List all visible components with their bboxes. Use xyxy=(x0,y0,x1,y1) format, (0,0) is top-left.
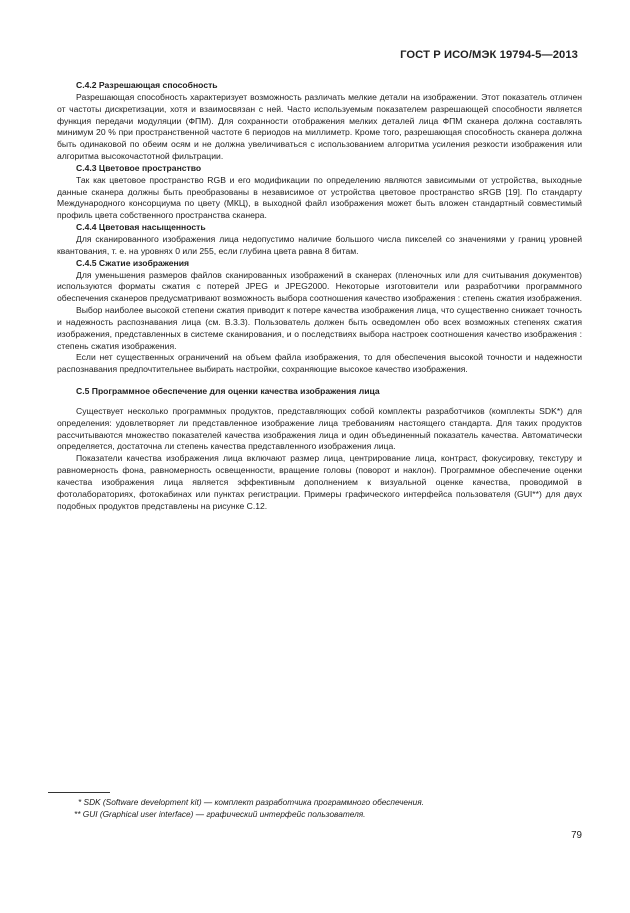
footnotes xyxy=(48,796,582,820)
section-heading-c45: С.4.5 Сжатие изображения xyxy=(76,257,190,268)
paragraph: Разрешающая способность характеризует возможность различать мелкие детали на изображении. Этот показатель отличен от частоты дискретизации, хотя и взаимосвязан с ней. Часто используемым показателем разрешающей способности является функция передачи модуляции (ФПМ). Для сохранности отображения мелких деталей лица ФПМ сканера должна составлять минимум 20 % при пространственной частоте 6 периодов на миллиметр. Кроме того, разрешающая способность сканера должна быть одинаковой по обеим осям и не должна увеличиваться с использованием алгоритма усиления резкости изображения или алгоритма высокочастотной фильтрации. xyxy=(57,91,582,162)
page-number: 79 xyxy=(571,830,582,841)
paragraph: Так как цветовое пространство RGB и его модификации по определению являются зависимыми от устройства, выходные данные сканера должны быть преобразованы в независимое от устройства цветовое пространство sRGB [19]. По стандарту Международного консорциума по цвету (МКЦ), в выходной файл изображения может быть вложен стандартный совместимый профиль цвета собственного пространства сканера. xyxy=(57,174,582,221)
section-heading-c42: С.4.2 Разрешающая способность xyxy=(76,80,218,90)
footnote-divider xyxy=(48,792,110,793)
standard-header: ГОСТ Р ИСО/МЭК 19794-5—2013 xyxy=(400,49,578,61)
paragraph: Если нет существенных ограничений на объем файла изображения, то для обеспечения высокой точности и надежности распознавания предпочтительнее выбирать настройки, сохраняющие высокое качество изображения. xyxy=(57,352,582,375)
footnote-sdk: * SDK (Software development kit) — комплект разработчика программного обеспечения. xyxy=(78,797,424,807)
paragraph: Показатели качества изображения лица включают размер лица, центрирование лица, контраст, фокусировку, текстуру и равномерность фона, равномерность освещенности, вращение головы (поворот и наклон). Программное обеспечение оценки качества изображения лица является эффективным дополнением к визуальной оценке качества, проводимой в фотолабораториях, фотокабинах или пунктах регистрации. Примеры графического интерфейса пользователя (GUI**) для двух подобных продуктов представлены на рисунке С.12. xyxy=(57,453,582,511)
footnote-gui: ** GUI (Graphical user interface) — графический интерфейс пользователя. xyxy=(74,809,366,820)
section-heading-c43: С.4.3 Цветовое пространство xyxy=(76,162,202,173)
section-heading-c44: С.4.4 Цветовая насыщенность xyxy=(76,222,206,233)
section-heading-c5: С.5 Программное обеспечение для оценки качества изображения лица xyxy=(76,386,380,397)
paragraph: Для сканированного изображения лица недопустимо наличие большого числа пикселей со значениями у границ уровней квантования, т. е. на уровнях 0 или 255, если глубина цвета равна 8 битам. xyxy=(57,233,582,256)
paragraph: Для уменьшения размеров файлов сканированных изображений в сканерах (пленочных или для считывания документов) используются форматы сжатия с потерей JPEG и JPEG2000. Некоторые изготовители или разработчики программного обеспечения сканеров предусматривают возможность выбора соотношения качество изображения : степень сжатия изображения. xyxy=(57,269,582,304)
paragraph: Выбор наиболее высокой степени сжатия приводит к потере качества изображения лица, что существенно снижает точность и надежность распознавания лица (см. В.3.3). Пользователь должен быть осведомлен обо всех возможных степенях сжатия изображения, представленных в системе сканирования, и о последствиях выбора настроек соотношения качество изображения : степень сжатия изображения. xyxy=(57,305,582,351)
paragraph: Существует несколько программных продуктов, представляющих собой комплекты разработчиков (комплекты SDK*) для определения: удовлетворяет ли представленное изображение лица требованиям настоящего стандарта. Для таких продуктов рассчитываются множество показателей качества изображения лица и один объединенный показатель качества. Автоматически определяется, достаточна ли степень качества представленного изображения лица. xyxy=(57,405,582,452)
main-text xyxy=(57,80,582,513)
